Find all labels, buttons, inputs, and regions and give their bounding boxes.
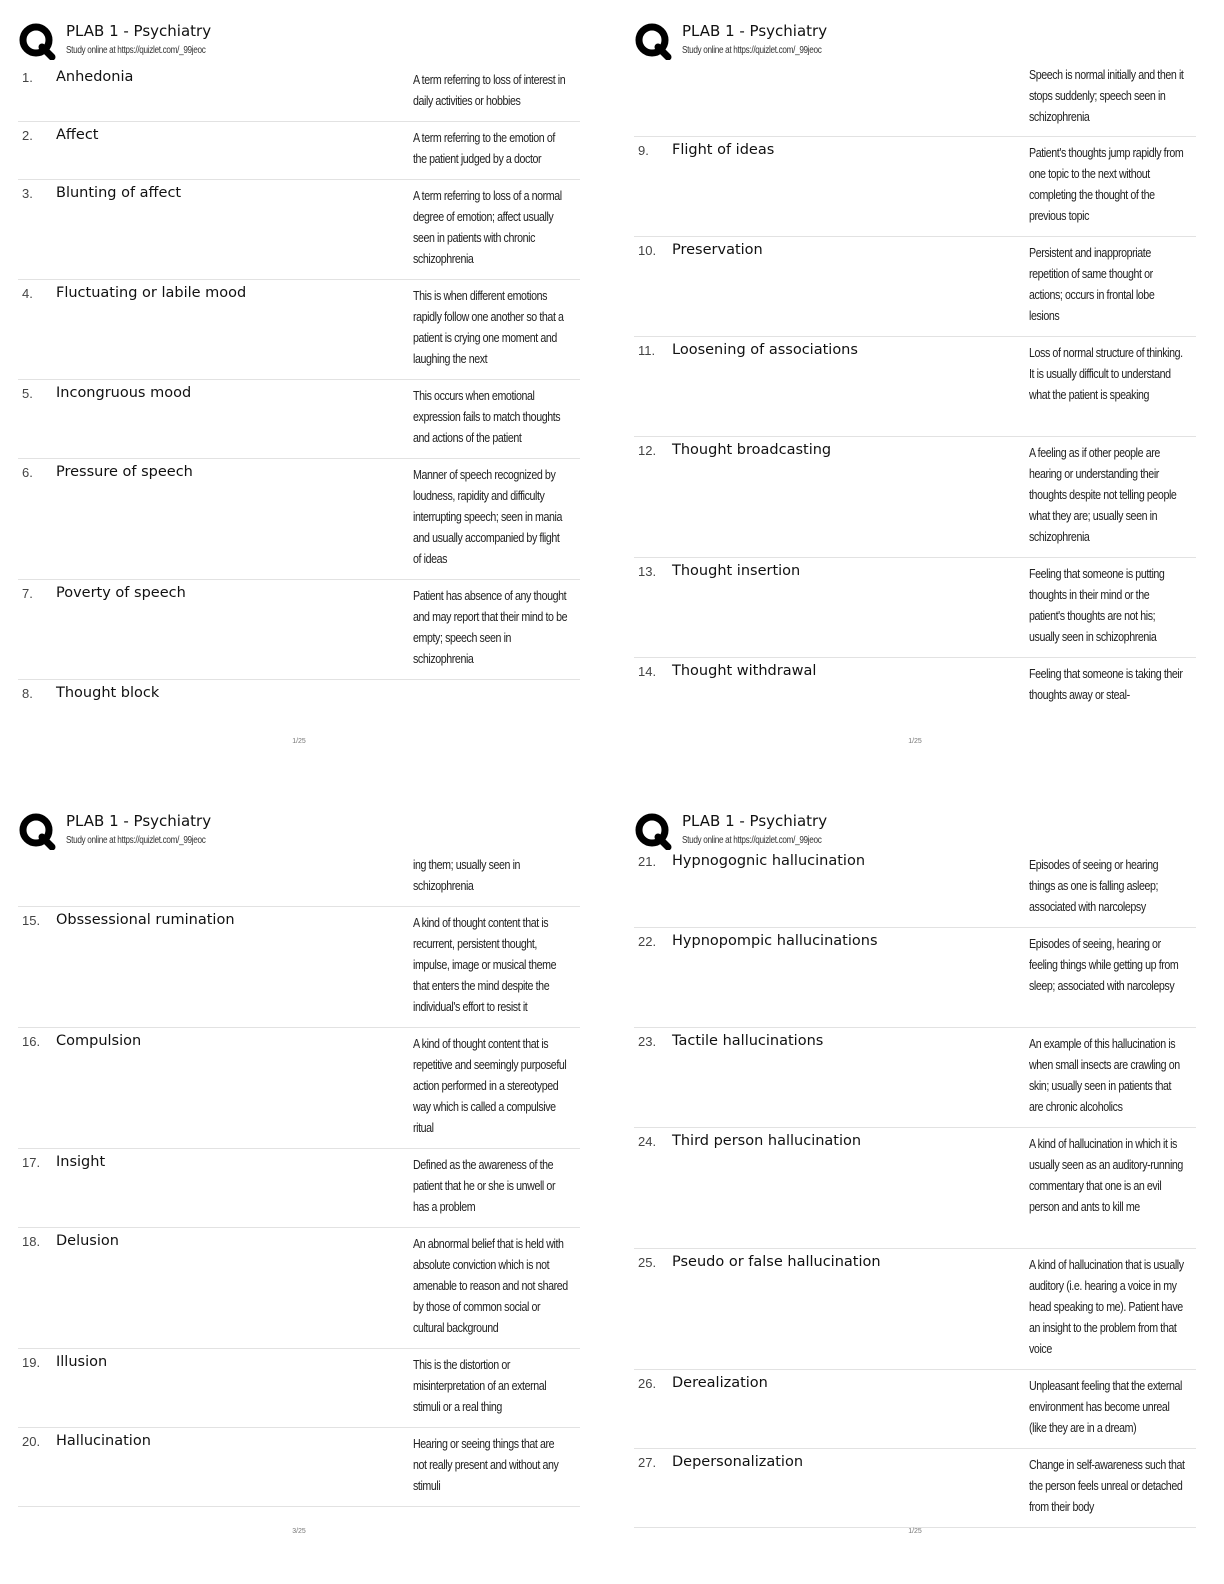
term: Delusion	[56, 1233, 119, 1249]
definition: ing them; usually seen in schizophrenia	[413, 857, 521, 893]
list-item	[634, 1028, 1196, 1128]
list-item	[18, 1349, 580, 1428]
row-number: 25.	[638, 1255, 657, 1270]
row-number: 6.	[22, 465, 33, 480]
definition: A kind of hallucination that is usually auditory (i.e. hearing a voice in my head speaking to me). Patient have an insight to the problem from that voice	[1029, 1257, 1184, 1356]
list-item	[18, 1428, 580, 1507]
row-number: 19.	[22, 1355, 41, 1370]
term: Incongruous mood	[56, 385, 192, 401]
row-number: 23.	[638, 1034, 657, 1049]
page-header	[634, 20, 1196, 62]
page-title: PLAB 1 - Psychiatry	[66, 812, 212, 830]
row-number: 26.	[638, 1376, 657, 1391]
list-item	[634, 137, 1196, 237]
page-header	[18, 810, 580, 852]
definition: This occurs when emotional expression fails to match thoughts and actions of the patient	[413, 388, 561, 445]
row-number: 8.	[22, 686, 33, 701]
definition: Patient has absence of any thought and may report that their mind to be empty; speech seen in schizophrenia	[413, 588, 568, 666]
list-item	[634, 337, 1196, 437]
definition: A feeling as if other people are hearing or understanding their thoughts despite not telling people what they are; usually seen in schizophrenia	[1029, 445, 1177, 544]
list-item	[634, 658, 1196, 715]
list-item	[634, 854, 1196, 928]
term: Obssessional rumination	[56, 912, 235, 928]
row-number: 9.	[638, 143, 649, 158]
term: Fluctuating or labile mood	[56, 285, 247, 301]
definition: Change in self-awareness such that the person feels unreal or detached from their body	[1029, 1457, 1185, 1514]
list-item	[18, 854, 580, 907]
term: Preservation	[672, 242, 763, 258]
row-number: 10.	[638, 243, 657, 258]
quizlet-logo-icon	[634, 22, 672, 60]
definition: This is the distortion or misinterpretation of an external stimuli or a real thing	[413, 1357, 547, 1414]
term: Tactile hallucinations	[672, 1033, 824, 1049]
term: Third person hallucination	[672, 1133, 862, 1149]
row-number: 17.	[22, 1155, 41, 1170]
definition: A term referring to loss of a normal degree of emotion; affect usually seen in patients with chronic schizophrenia	[413, 188, 562, 266]
list-item	[18, 680, 580, 720]
definition: Persistent and inappropriate repetition of same thought or actions; occurs in frontal lobe lesions	[1029, 245, 1155, 323]
definition: Defined as the awareness of the patient that he or she is unwell or has a problem	[413, 1157, 556, 1214]
list-item	[18, 122, 580, 180]
list-item	[634, 1449, 1196, 1528]
term: Anhedonia	[56, 69, 134, 85]
definition: Feeling that someone is taking their thoughts away or steal-	[1029, 666, 1183, 702]
term: Derealization	[672, 1375, 768, 1391]
list-item	[634, 928, 1196, 1028]
list-item	[18, 380, 580, 459]
study-online-link[interactable]: Study online at https://quizlet.com/_99jeoc	[66, 45, 206, 56]
definition: Feeling that someone is putting thoughts in their mind or the patient's thoughts are not his; usually seen in schizophrenia	[1029, 566, 1165, 644]
page-number: 3/25	[292, 1528, 306, 1535]
definition: A term referring to loss of interest in daily activities or hobbies	[413, 72, 566, 108]
list-item	[18, 459, 580, 580]
page-title: PLAB 1 - Psychiatry	[682, 22, 828, 40]
page-title: PLAB 1 - Psychiatry	[682, 812, 828, 830]
term-list	[634, 64, 1196, 715]
term: Blunting of affect	[56, 185, 182, 201]
row-number: 27.	[638, 1455, 657, 1470]
row-number: 3.	[22, 186, 33, 201]
study-online-link[interactable]: Study online at https://quizlet.com/_99jeoc	[66, 835, 206, 846]
row-number: 1.	[22, 70, 33, 85]
page-3	[18, 810, 580, 1572]
row-number: 21.	[638, 854, 657, 869]
page-header	[18, 20, 580, 62]
page-2	[634, 20, 1196, 782]
definition: This is when different emotions rapidly follow one another so that a patient is crying one moment and laughing the next	[413, 288, 564, 366]
term: Illusion	[56, 1354, 108, 1370]
term: Hallucination	[56, 1433, 151, 1449]
row-number: 2.	[22, 128, 33, 143]
term: Thought insertion	[672, 563, 801, 579]
definition: Loss of normal structure of thinking. It is usually difficult to understand what the patient is speaking	[1029, 345, 1183, 402]
term: Depersonalization	[672, 1454, 804, 1470]
definition: Manner of speech recognized by loudness, rapidity and difficulty interrupting speech; seen in mania and usually accompanied by flight of ideas	[413, 467, 563, 566]
list-item	[18, 180, 580, 280]
term: Affect	[56, 127, 99, 143]
page-header	[634, 810, 1196, 852]
list-item	[18, 907, 580, 1028]
term: Thought withdrawal	[672, 663, 817, 679]
quizlet-logo-icon	[18, 22, 56, 60]
term: Flight of ideas	[672, 142, 775, 158]
definition: A term referring to the emotion of the patient judged by a doctor	[413, 130, 555, 166]
list-item	[634, 237, 1196, 337]
definition: An abnormal belief that is held with absolute conviction which is not amenable to reason and not shared by those of common social or cultural background	[413, 1236, 568, 1335]
term: Pseudo or false hallucination	[672, 1254, 881, 1270]
row-number: 20.	[22, 1434, 41, 1449]
row-number: 13.	[638, 564, 657, 579]
page-4	[634, 810, 1196, 1572]
quizlet-logo-icon	[18, 812, 56, 850]
row-number: 24.	[638, 1134, 657, 1149]
list-item	[634, 1128, 1196, 1249]
term-list	[18, 854, 580, 1507]
list-item	[18, 1149, 580, 1228]
list-item	[634, 1370, 1196, 1449]
list-item	[634, 437, 1196, 558]
definition: A kind of thought content that is recurrent, persistent thought, impulse, image or musical theme that enters the mind despite the individual's effort to resist it	[413, 915, 557, 1014]
page-title: PLAB 1 - Psychiatry	[66, 22, 212, 40]
definition: A kind of hallucination in which it is usually seen as an auditory-running commentary that one is an evil person and ants to kill me	[1029, 1136, 1183, 1214]
page-number: 1/25	[292, 738, 306, 745]
term: Poverty of speech	[56, 585, 186, 601]
term-list	[18, 64, 580, 720]
row-number: 22.	[638, 934, 657, 949]
row-number: 12.	[638, 443, 657, 458]
study-online-link[interactable]: Study online at https://quizlet.com/_99jeoc	[682, 45, 822, 56]
term: Insight	[56, 1154, 106, 1170]
row-number: 7.	[22, 586, 33, 601]
definition: Patient's thoughts jump rapidly from one topic to the next without completing the thought of the previous topic	[1029, 145, 1184, 223]
row-number: 11.	[638, 343, 656, 358]
page-number: 1/25	[908, 738, 922, 745]
row-number: 4.	[22, 286, 33, 301]
definition: Episodes of seeing, hearing or feeling things while getting up from sleep; associated with narcolepsy	[1029, 936, 1179, 993]
term: Thought block	[56, 685, 160, 701]
list-item	[18, 1228, 580, 1349]
page-1	[18, 20, 580, 782]
row-number: 15.	[22, 913, 41, 928]
list-item	[18, 580, 580, 680]
row-number: 14.	[638, 664, 657, 679]
list-item	[18, 1028, 580, 1149]
term: Loosening of associations	[672, 342, 858, 358]
definition: Hearing or seeing things that are not really present and without any stimuli	[413, 1436, 559, 1493]
term-list	[634, 854, 1196, 1528]
list-item	[634, 64, 1196, 137]
definition: Episodes of seeing or hearing things as one is falling asleep; associated with narcolepsy	[1029, 857, 1159, 914]
list-item	[634, 558, 1196, 658]
study-online-link[interactable]: Study online at https://quizlet.com/_99jeoc	[682, 835, 822, 846]
definition: A kind of thought content that is repetitive and seemingly purposeful action performed in a stereotyped way which is called a compulsive ritual	[413, 1036, 567, 1135]
list-item	[18, 64, 580, 122]
term: Hypnogognic hallucination	[672, 853, 866, 869]
quizlet-logo-icon	[634, 812, 672, 850]
row-number: 16.	[22, 1034, 41, 1049]
definition: Speech is normal initially and then it stops suddenly; speech seen in schizophrenia	[1029, 67, 1184, 124]
definition: An example of this hallucination is when small insects are crawling on skin; usually seen in patients that are chronic alcoholics	[1029, 1036, 1180, 1114]
term: Pressure of speech	[56, 464, 193, 480]
row-number: 5.	[22, 386, 33, 401]
term: Thought broadcasting	[672, 442, 832, 458]
list-item	[634, 1249, 1196, 1370]
page-number: 1/25	[908, 1528, 922, 1535]
definition: Unpleasant feeling that the external environment has become unreal (like they are in a dream)	[1029, 1378, 1182, 1435]
row-number: 18.	[22, 1234, 41, 1249]
term: Compulsion	[56, 1033, 142, 1049]
list-item	[18, 280, 580, 380]
term: Hypnopompic hallucinations	[672, 933, 878, 949]
